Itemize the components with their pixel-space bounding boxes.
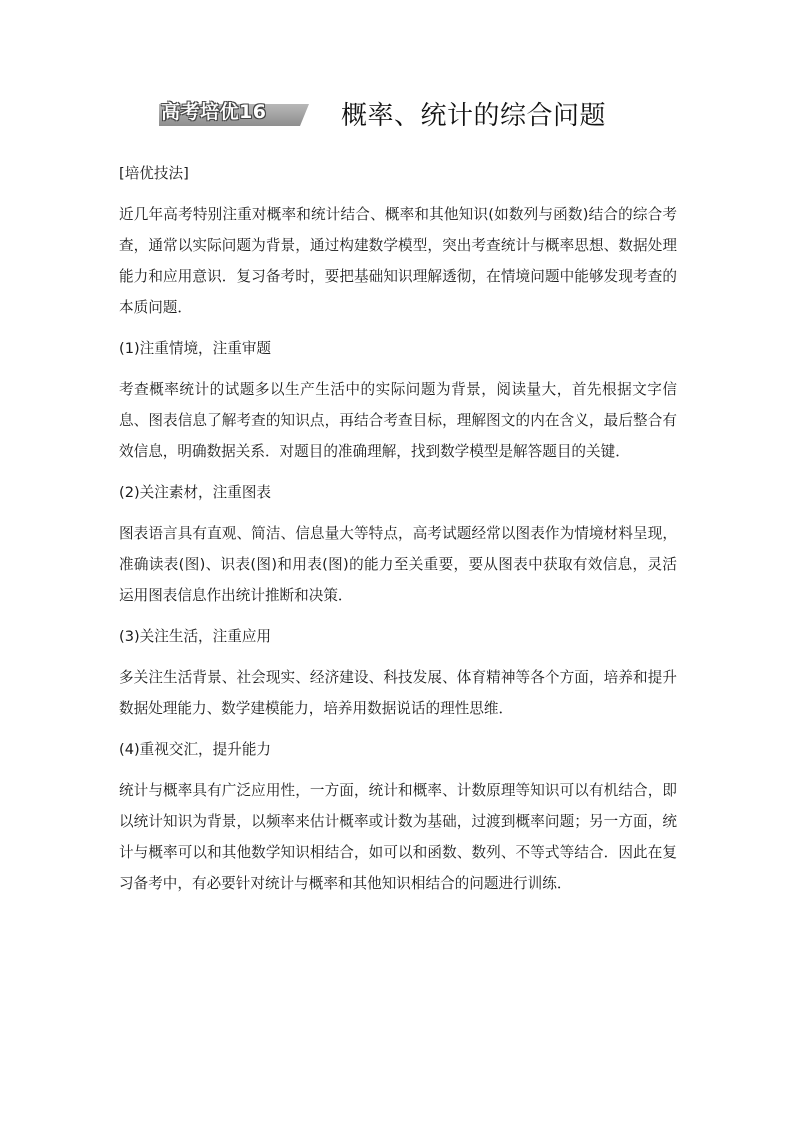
section-tag: [培优技法] — [119, 165, 189, 182]
page-title: 概率、统计的综合问题 — [341, 101, 607, 131]
point-heading-2: (2)关注素材，注重图表 — [119, 484, 272, 501]
point-heading-4: (4)重视交汇，提升能力 — [119, 741, 272, 758]
point-body-1: 考查概率统计的试题多以生产生活中的实际问题为背景，阅读量大，首先根据文字信息、图表信息了解考查的知识点，再结合考查目标，理解图文的内在含义，最后整合有效信息，明确数据关系．对题目的准确理解，找到数学模型是解答题目的关键． — [119, 381, 677, 460]
badge-label: 高考培优16 — [161, 101, 267, 123]
point-body-3: 多关注生活背景、社会现实、经济建设、科技发展、体育精神等各个方面，培养和提升数据处理能力、数学建模能力，培养用数据说话的理性思维． — [119, 669, 677, 717]
point-heading-1: (1)注重情境，注重审题 — [119, 340, 272, 357]
point-body-4: 统计与概率具有广泛应用性，一方面，统计和概率、计数原理等知识可以有机结合，即以统计知识为背景，以频率来估计概率或计数为基础，过渡到概率问题；另一方面，统计与概率可以和其他数学知识相结合，如可以和函数、数列、不等式等结合．因此在复习备考中，有必要针对统计与概率和其他知识相结合的问题进行训练． — [119, 782, 677, 892]
section-badge — [159, 102, 309, 126]
point-heading-3: (3)关注生活，注重应用 — [119, 628, 272, 645]
intro-paragraph: 近几年高考特别注重对概率和统计结合、概率和其他知识(如数列与函数)结合的综合考查，通常以实际问题为背景，通过构建数学模型，突出考查统计与概率思想、数据处理能力和应用意识．复习备考时，要把基础知识理解透彻，在情境问题中能够发现考查的本质问题． — [119, 206, 677, 316]
title-row — [0, 94, 794, 138]
document-body — [119, 158, 677, 909]
point-body-2: 图表语言具有直观、简洁、信息量大等特点，高考试题经常以图表作为情境材料呈现，准确读表(图)、识表(图)和用表(图)的能力至关重要，要从图表中获取有效信息，灵活运用图表信息作出统计推断和决策． — [119, 525, 677, 604]
